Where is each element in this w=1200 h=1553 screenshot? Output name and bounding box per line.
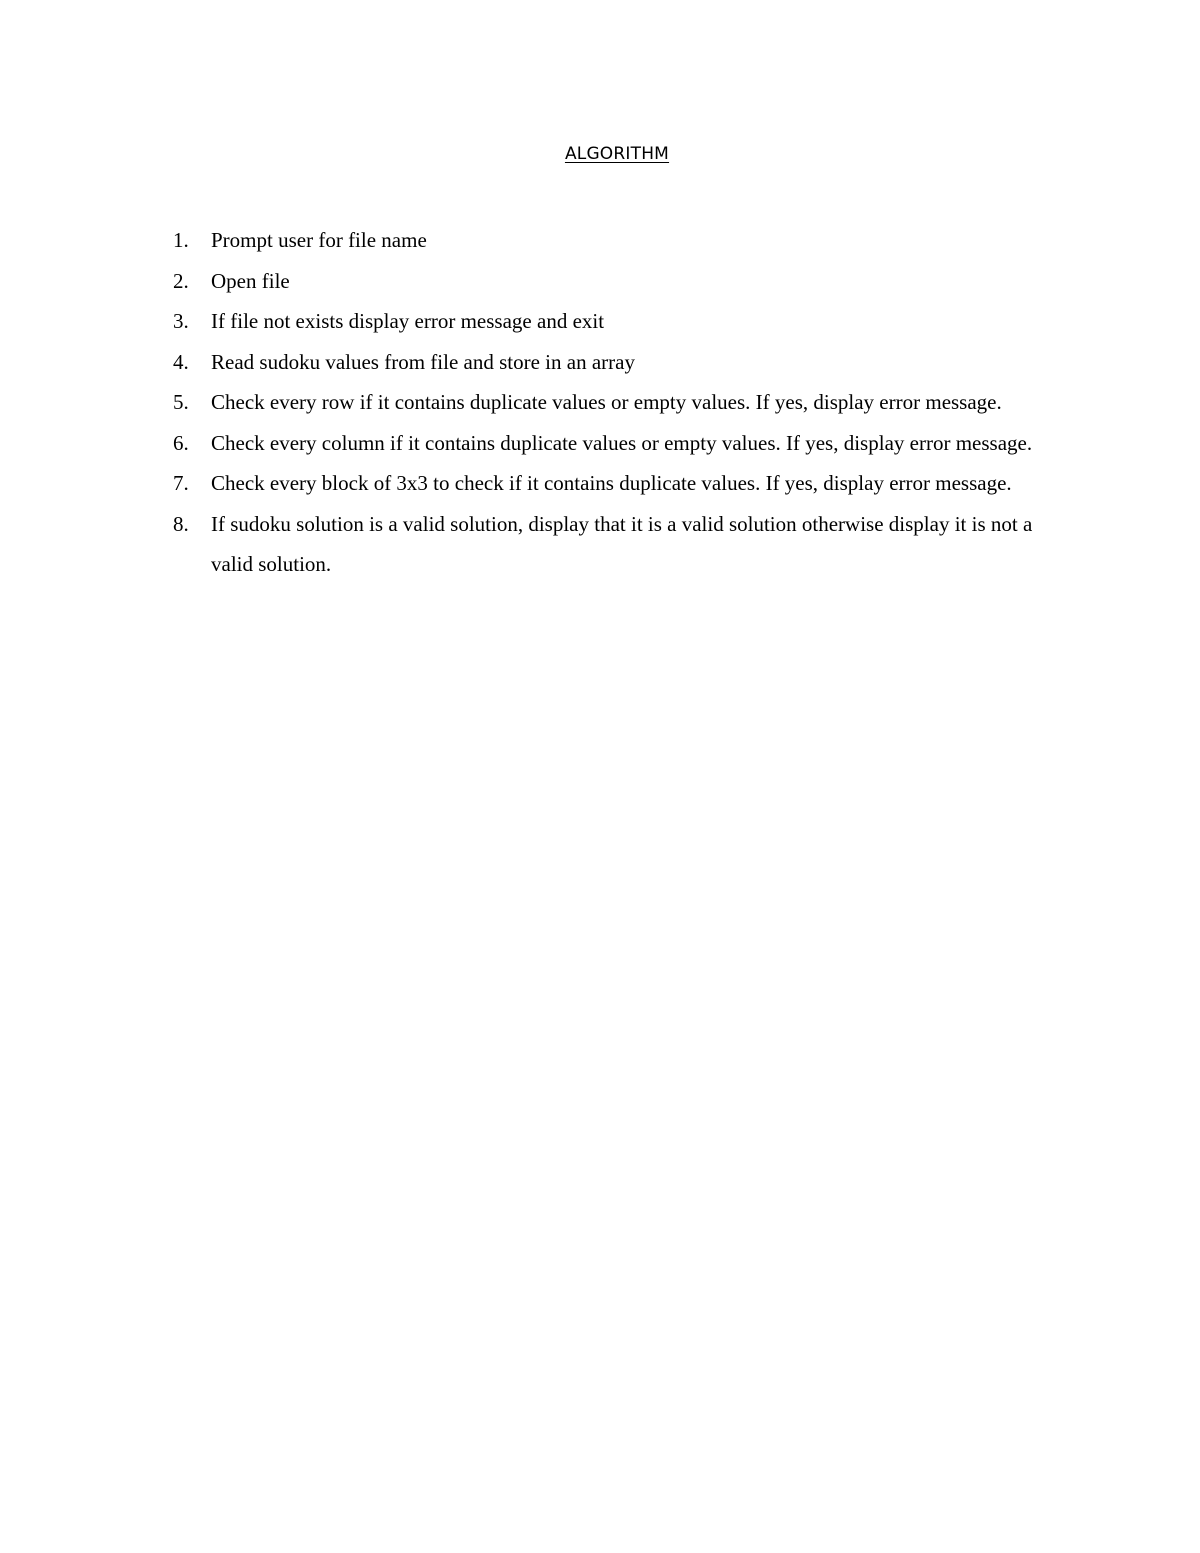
step-number: 1. — [173, 228, 189, 252]
list-item — [173, 423, 1073, 464]
step-text: Prompt user for file name — [211, 228, 427, 252]
list-item — [173, 504, 1073, 585]
step-number: 4. — [173, 349, 189, 374]
step-text: If sudoku solution is a valid solution, display that it is a valid solution otherwise display it is not a valid solution. — [211, 511, 1033, 576]
list-item — [173, 342, 1073, 383]
step-text: Check every row if it contains duplicate values or empty values. If yes, display error message. — [211, 390, 1002, 414]
step-text: If file not exists display error message and exit — [211, 309, 605, 333]
step-text: Open file — [211, 268, 290, 293]
step-number: 5. — [173, 390, 189, 414]
step-number: 2. — [173, 268, 189, 293]
step-number: 7. — [173, 471, 189, 495]
list-item — [173, 220, 1073, 261]
list-item — [173, 382, 1073, 423]
step-text: Check every block of 3x3 to check if it contains duplicate values. If yes, display error message. — [211, 471, 1012, 495]
document-title: ALGORITHM — [564, 144, 670, 164]
list-item — [173, 261, 1073, 302]
algorithm-steps-list — [173, 220, 1073, 585]
list-item — [173, 463, 1073, 504]
step-number: 8. — [173, 511, 189, 536]
step-number: 3. — [173, 309, 189, 333]
step-text: Check every column if it contains duplicate values or empty values. If yes, display error message. — [211, 430, 1033, 455]
step-text: Read sudoku values from file and store in an array — [211, 349, 635, 374]
step-number: 6. — [173, 430, 189, 455]
list-item — [173, 301, 1073, 342]
